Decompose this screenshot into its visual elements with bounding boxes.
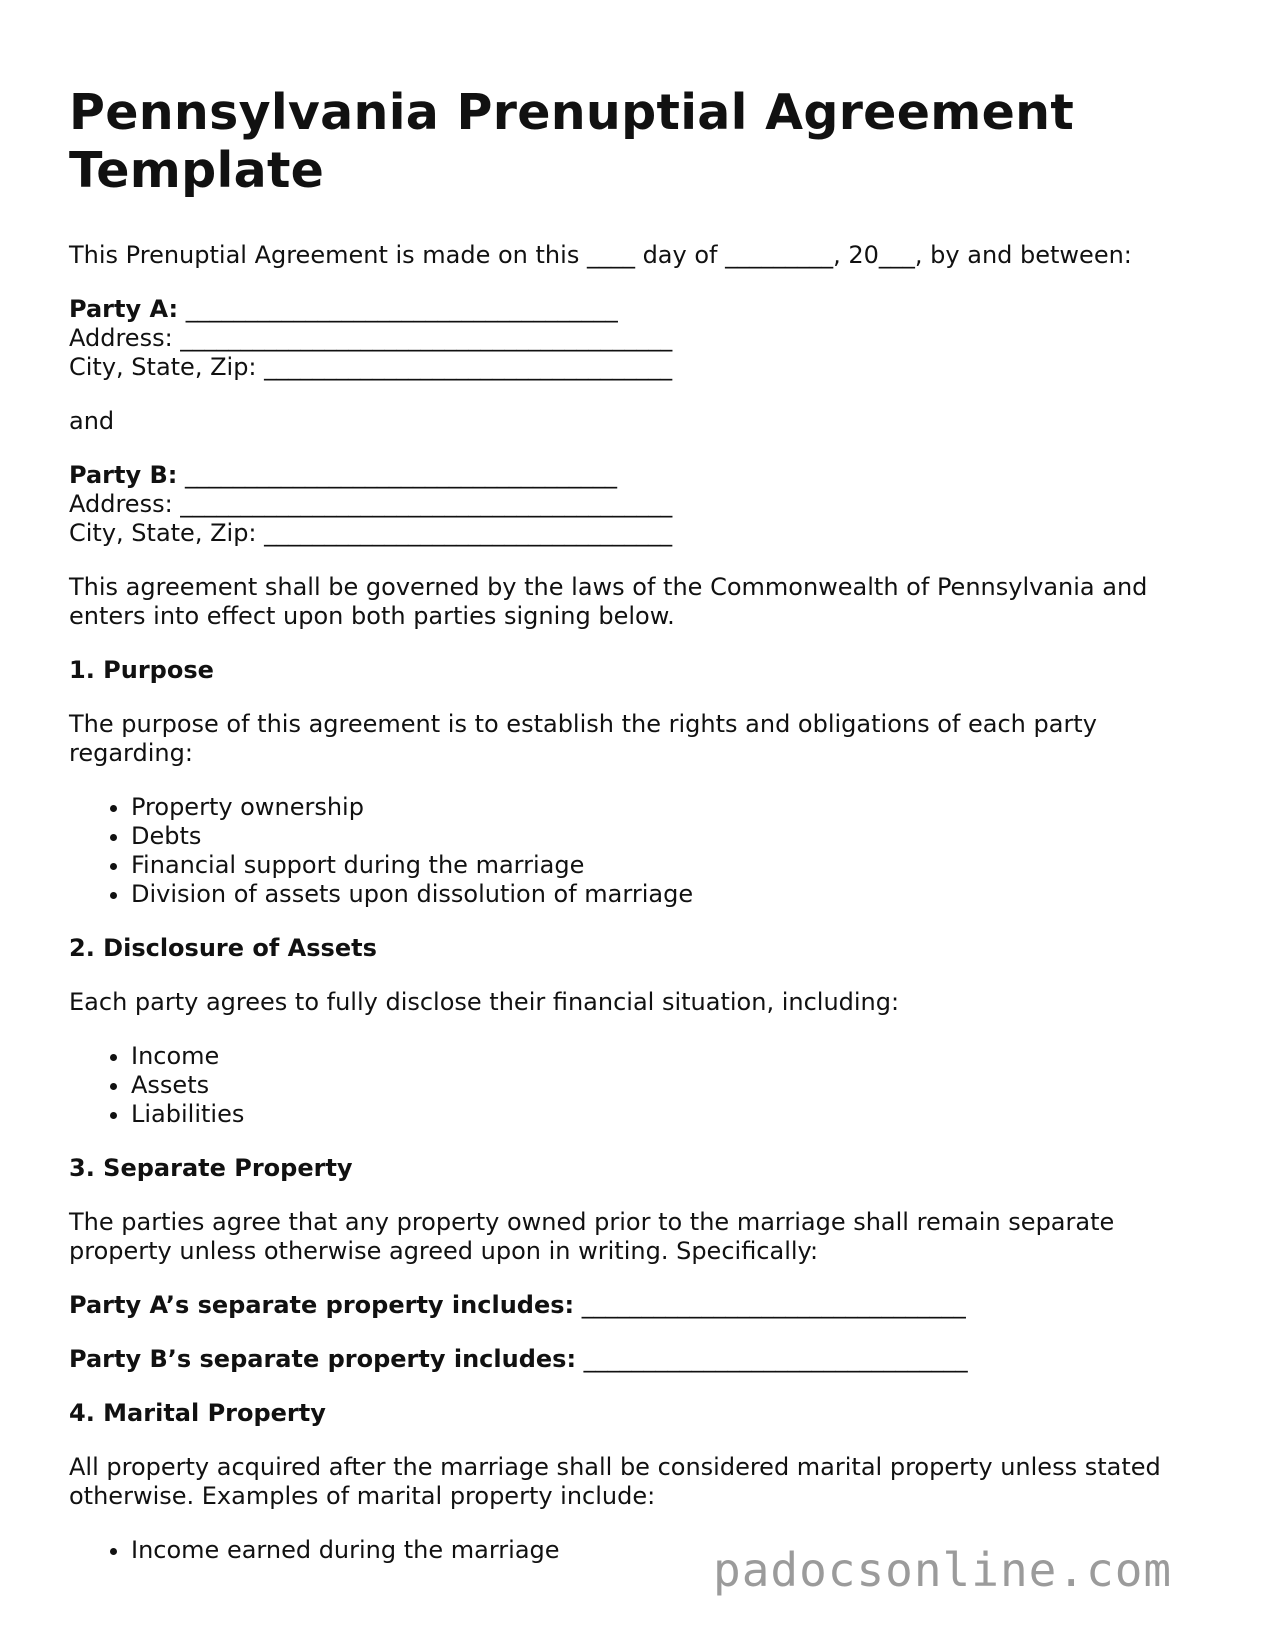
party-b-name-blank: ____________________________________ (177, 461, 617, 489)
party-a-separate-label: Party A’s separate property includes: (69, 1291, 575, 1319)
section-heading-purpose: 1. Purpose (69, 656, 214, 684)
party-a-block (69, 295, 1199, 382)
party-a-address: Address: _________________________________________ (69, 324, 673, 352)
party-a-line (69, 295, 1199, 324)
list-item: • Debts (131, 822, 1199, 851)
party-b-address: Address: _________________________________________ (69, 490, 673, 518)
list-item: • Assets (131, 1071, 1199, 1100)
party-a-separate-property (69, 1291, 1199, 1320)
watermark-logo: padocsonline.com (713, 1543, 1173, 1597)
purpose-paragraph: The purpose of this agreement is to establish the rights and obligations of each party regarding: (69, 710, 1097, 767)
section-heading-separate-property: 3. Separate Property (69, 1154, 353, 1182)
party-b-separate-property (69, 1345, 1199, 1374)
party-b-separate-blank: ________________________________ (576, 1345, 968, 1373)
party-a-label: Party A: (69, 295, 179, 323)
section-heading-disclosure: 2. Disclosure of Assets (69, 934, 377, 962)
party-b-block (69, 461, 1199, 548)
and-text: and (69, 407, 115, 435)
party-b-city: City, State, Zip: __________________________________ (69, 519, 673, 547)
party-b-separate-label: Party B’s separate property includes: (69, 1345, 577, 1373)
marital-property-paragraph: All property acquired after the marriage shall be considered marital property unless stated otherwise. Examples of marital property include: (69, 1453, 1161, 1510)
disclosure-paragraph: Each party agrees to fully disclose their financial situation, including: (69, 988, 900, 1016)
list-item: • Income (131, 1042, 1199, 1071)
list-item: • Division of assets upon dissolution of marriage (131, 880, 1199, 909)
party-a-city: City, State, Zip: __________________________________ (69, 353, 673, 381)
party-a-name-blank: ____________________________________ (178, 295, 618, 323)
party-b-label: Party B: (69, 461, 178, 489)
disclosure-list (69, 1042, 1199, 1129)
list-item: • Liabilities (131, 1100, 1199, 1129)
party-b-line (69, 461, 1199, 490)
document-title: Pennsylvania Prenuptial Agreement Template (69, 84, 1075, 199)
party-a-separate-blank: ________________________________ (574, 1291, 966, 1319)
list-item: • Financial support during the marriage (131, 851, 1199, 880)
list-item: • Property ownership (131, 793, 1199, 822)
separate-property-paragraph: The parties agree that any property owned prior to the marriage shall remain separate property unless otherwise agreed upon in writing. Specifically: (69, 1208, 1115, 1265)
purpose-list (69, 793, 1199, 909)
intro-paragraph: This Prenuptial Agreement is made on this ____ day of _________, 20___, by and between: (69, 241, 1132, 269)
governing-paragraph: This agreement shall be governed by the laws of the Commonwealth of Pennsylvania and enters into effect upon both parties signing below. (69, 573, 1148, 630)
list-item: • Income earned during the marriage (131, 1536, 1199, 1565)
section-heading-marital-property: 4. Marital Property (69, 1399, 326, 1427)
document-page (69, 84, 1199, 1590)
